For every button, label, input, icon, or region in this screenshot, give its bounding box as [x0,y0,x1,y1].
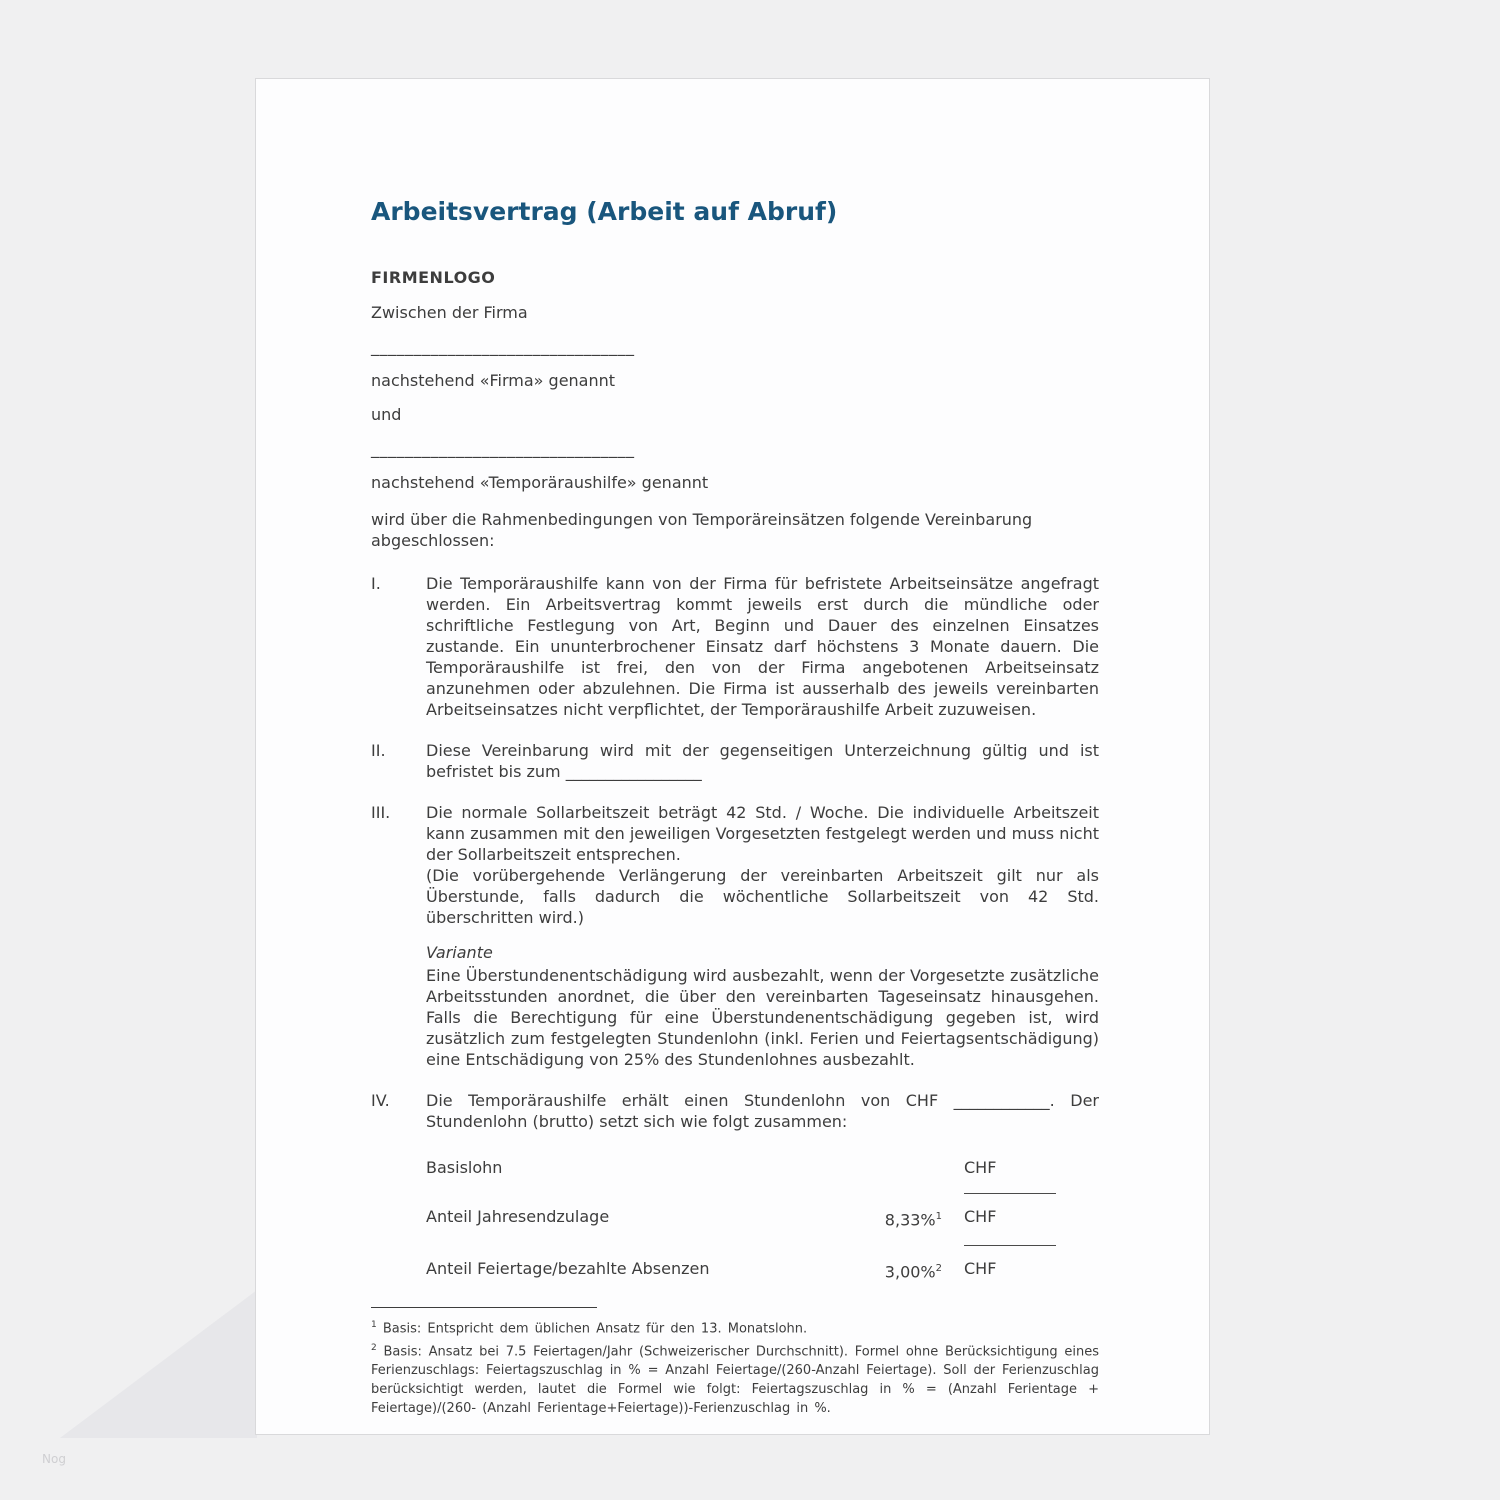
chf-blank-line [964,1178,1056,1194]
wage-percent-value: 3,00% [884,1262,936,1282]
clause-2-text: Diese Vereinbarung wird mit der gegenseitigen Unterzeichnung gültig und ist befristet bis zum _________________ [426,741,1099,781]
wage-percent-value: 8,33% [884,1210,936,1230]
clause-3-text: Die normale Sollarbeitszeit beträgt 42 Std. / Woche. Die individuelle Arbeitszeit kann zusammen mit den jeweiligen Vorgesetzten festgelegt werden und muss nicht der Sollarbeitszeit entsprechen. [426,803,1099,864]
clause-4-number: IV. [371,1091,390,1110]
percent-footnote-sup: 1 [935,1211,942,1222]
und-line: und [371,405,402,424]
clause-2-number: II. [371,741,386,760]
wage-percent [842,1259,942,1282]
clause-3 [371,802,1099,928]
temp-blank-line: _______________________________ [371,439,635,458]
wage-currency: CHF [964,1158,997,1177]
footnote-1 [371,1316,1099,1338]
footnote-1-text: Basis: Entspricht dem üblichen Ansatz für den 13. Monatslohn. [382,1320,808,1336]
wage-percent [842,1158,942,1178]
firma-caption-line: nachstehend «Firma» genannt [371,371,616,390]
clause-4 [371,1090,1099,1132]
wage-row-feiertage [371,1259,1099,1282]
wage-row-jahresendzulage [371,1207,1099,1230]
chf-blank-line [964,1230,1056,1246]
footnote-2-text: Basis: Ansatz bei 7.5 Feiertagen/Jahr (Schweizerischer Durchschnitt). Formel ohne Berücksichtigung eines Ferienzuschlags: Feiertagszuschlag in % = Anzahl Feiertage/(260-Anzahl Feiertage). Soll der Ferienzuschlag berücksichtigt werden, lautet die Formel wie folgt: Feiertagszuschlag in % = (Anzahl Ferientage + Feiertage)/(260- (Anzahl Ferientage+Feiertage))-Ferienzuschlag in %. [371,1344,1100,1417]
chf-blank-row [371,1230,1099,1246]
clause-1-text: Die Temporäraushilfe kann von der Firma für befristete Arbeitseinsätze angefragt werden. Ein Arbeitsvertrag kommt jeweils erst durch die mündliche oder schriftliche Festlegung von Art, Beginn und Dauer des einzelnen Einsatzes zustande. Ein ununterbrochener Einsatz darf höchstens 3 Monate dauern. Die Temporäraushilfe ist frei, den von der Firma angebotenen Arbeitseinsatz anzunehmen oder abzulehnen. Die Firma ist ausserhalb des jeweils vereinbarten Arbeitseinsatzes nicht verpflichtet, der Temporäraushilfe Arbeit zuzuweisen. [426,574,1099,719]
clause-3-text-2: (Die vorübergehende Verlängerung der vereinbarten Arbeitszeit gilt nur als Überstunde, falls dadurch die wöchentliche Sollarbeitszeit von 42 Std. überschritten wird.) [426,866,1099,927]
preamble-text: wird über die Rahmenbedingungen von Temporäreinsätzen folgende Vereinbarung abgeschlossen: [371,510,1033,550]
footnotes-section [371,1307,1099,1419]
clause-2 [371,740,1099,782]
percent-footnote-sup: 2 [935,1263,942,1275]
watermark-text: Nog [42,1452,66,1466]
footnote-1-marker: 1 [371,1319,377,1330]
document-title: Arbeitsvertrag (Arbeit auf Abruf) [371,197,838,226]
footnote-2 [371,1339,1099,1418]
page-corner-fold-shadow [60,1290,257,1438]
footnote-separator [371,1307,597,1308]
document-page [255,78,1210,1435]
company-logo-placeholder: FIRMENLOGO [371,268,496,287]
wage-breakdown-table [371,1158,1099,1283]
variante-text: Eine Überstundenentschädigung wird ausbezahlt, wenn der Vorgesetzte zusätzliche Arbeitsstunden anordnet, die über den vereinbarten Tageseinsatz hinausgehen. Falls die Berechtigung für eine Überstundenentschädigung gegeben ist, wird zusätzlich zum festgelegten Stundenlohn (inkl. Ferien und Feiertagsentschädigung) eine Entschädigung von 25% des Stundenlohnes ausbezahlt. [426,966,1099,1069]
wage-label: Anteil Feiertage/bezahlte Absenzen [426,1259,710,1279]
clause-1 [371,573,1099,720]
wage-percent [842,1207,942,1230]
clause-3-number: III. [371,803,391,822]
firma-blank-line: _______________________________ [371,337,635,356]
variante-block [426,942,1099,1070]
clause-4-body [426,1090,1099,1132]
between-firma-line: Zwischen der Firma [371,303,528,322]
variante-title: Variante [426,943,493,962]
wage-currency: CHF [964,1207,997,1226]
footnote-2-marker: 2 [371,1342,377,1353]
wage-gap [942,1158,964,1178]
wage-row-basislohn [371,1158,1099,1178]
clause-4-text: Die Temporäraushilfe erhält einen Stundenlohn von CHF ____________. Der Stundenlohn (brutto) setzt sich wie folgt zusammen: [426,1091,1099,1131]
wage-gap [942,1207,964,1230]
wage-label: Anteil Jahresendzulage [426,1207,610,1226]
temp-caption-line: nachstehend «Temporäraushilfe» genannt [371,473,709,492]
wage-gap [942,1259,964,1282]
wage-label: Basislohn [426,1158,503,1177]
clause-1-number: I. [371,574,381,593]
clause-1-body [426,573,1099,720]
clause-3-body [426,802,1099,928]
wage-currency: CHF [964,1259,997,1279]
chf-blank-row [371,1178,1099,1194]
clause-2-body [426,740,1099,782]
